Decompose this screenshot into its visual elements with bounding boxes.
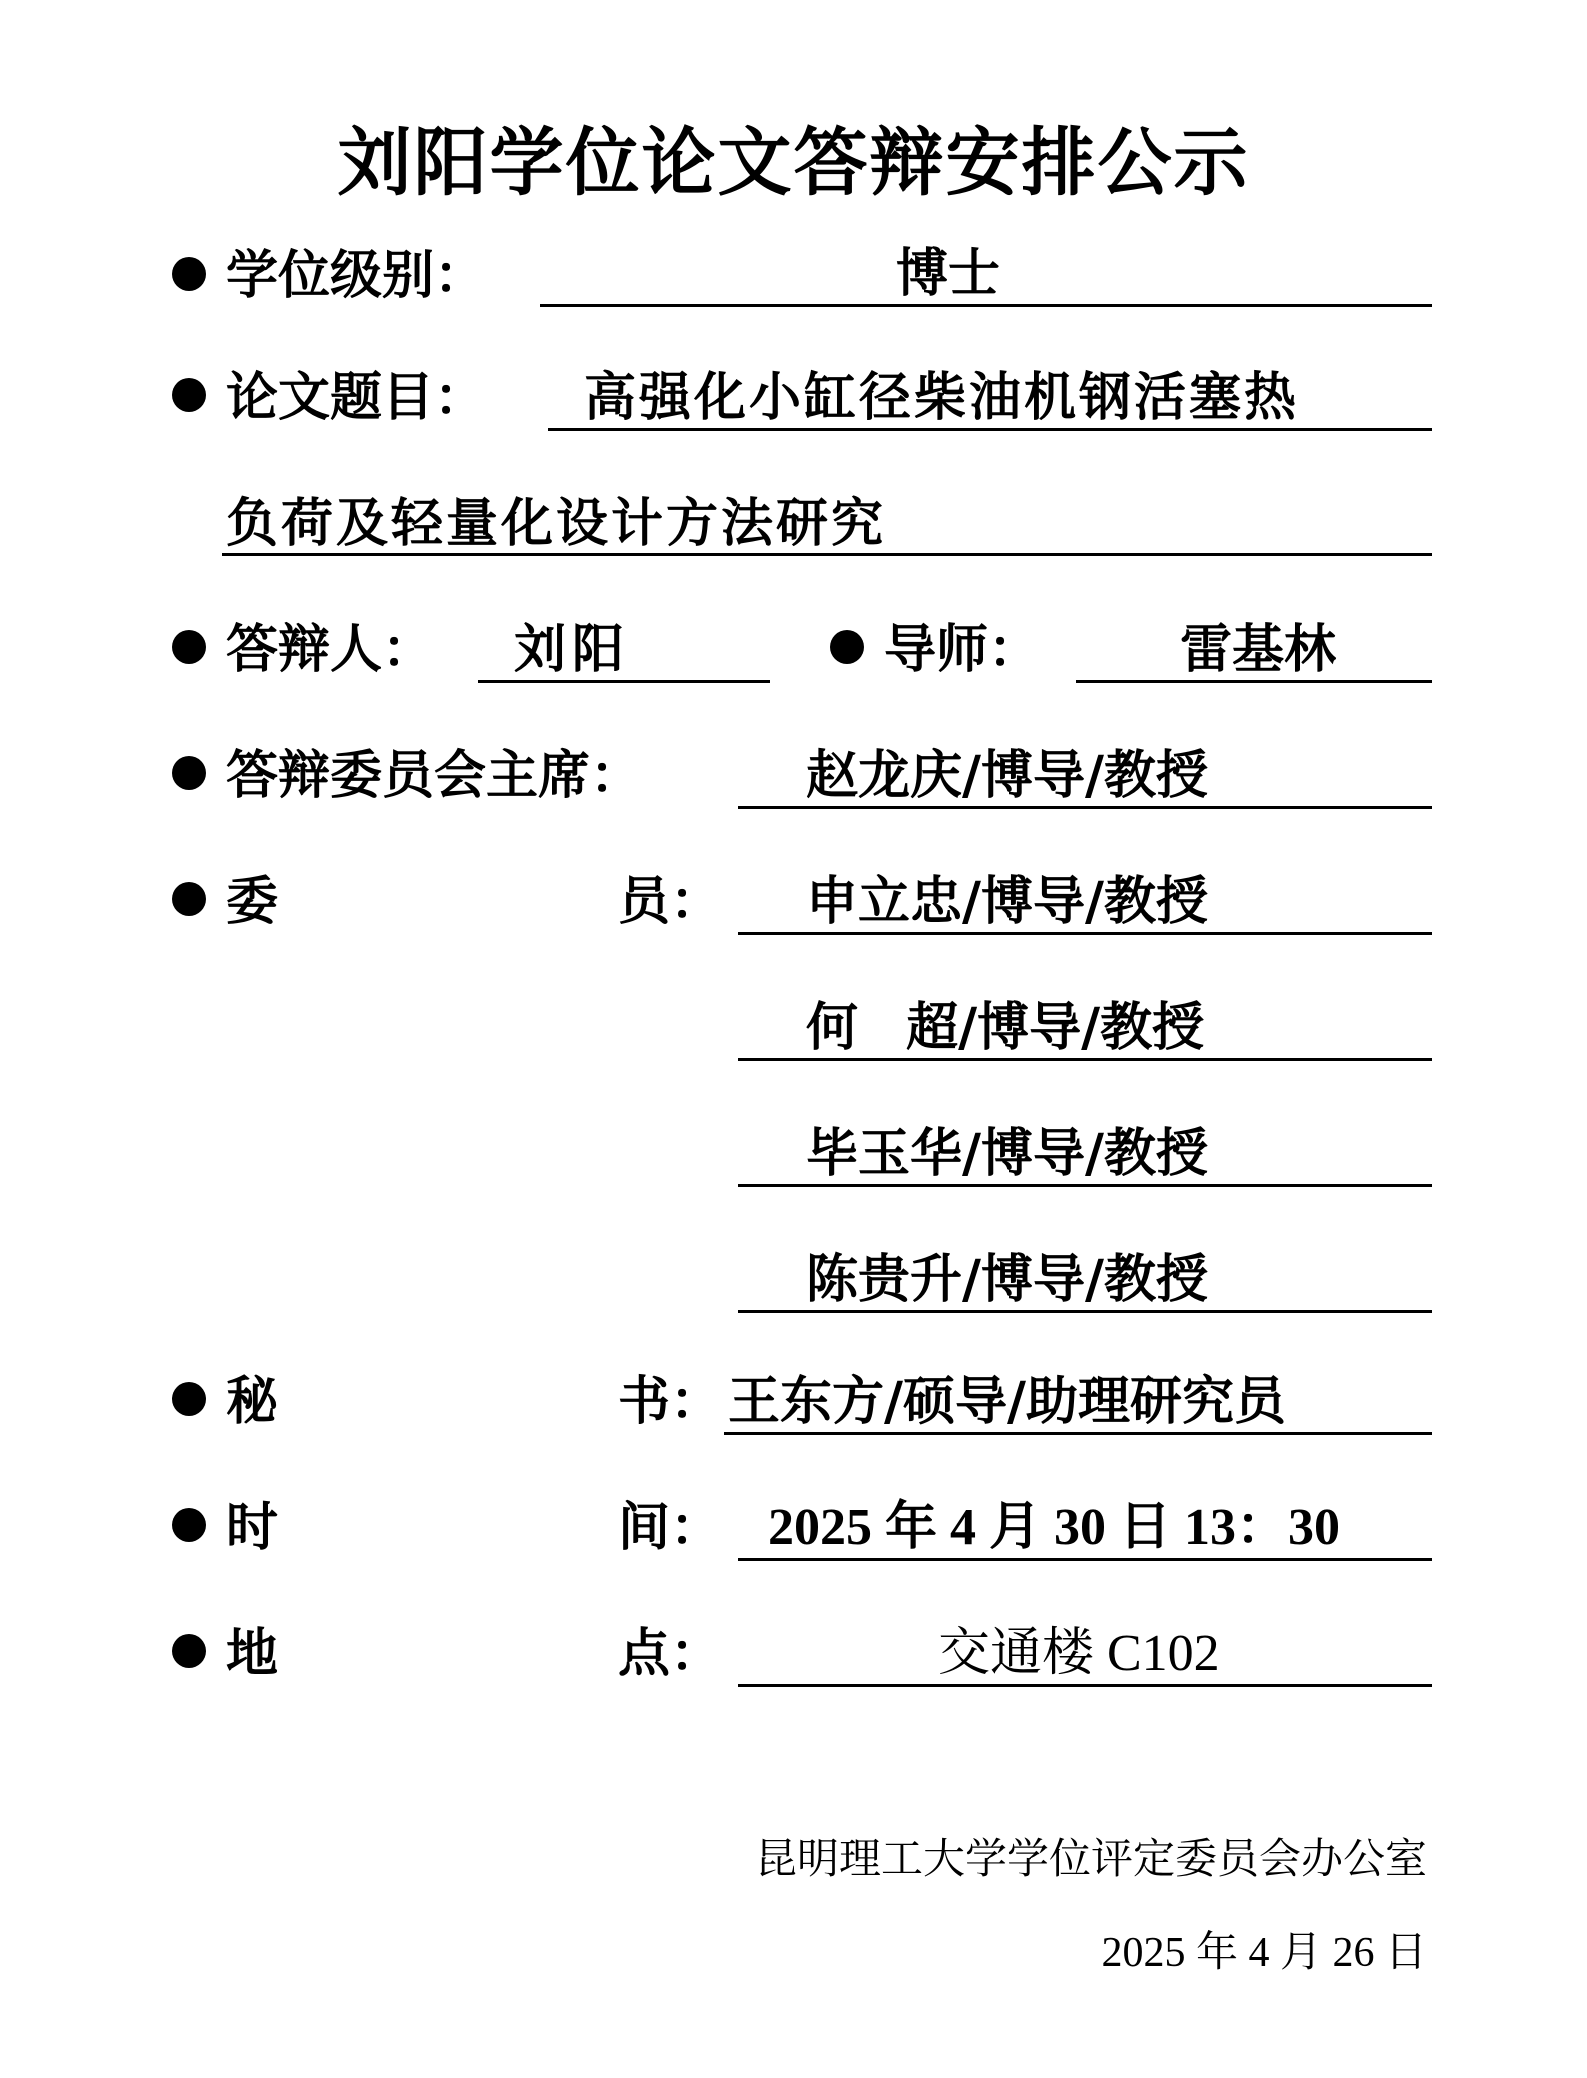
degree-level-underline xyxy=(540,304,1432,307)
member-underline xyxy=(738,1184,1432,1187)
place-value: 交通楼 C102 xyxy=(938,1625,1220,1682)
issue-date: 2025 年 4 月 26 日 xyxy=(1101,1930,1427,1976)
thesis-title-label: 论文题目： xyxy=(226,367,487,428)
defender-value: 刘阳 xyxy=(514,619,631,680)
thesis-title-underline-1 xyxy=(548,428,1432,431)
bullet-icon xyxy=(172,378,206,412)
secretary-label-end: 书： xyxy=(618,1371,723,1432)
member-underline xyxy=(738,1310,1432,1313)
time-underline xyxy=(738,1558,1432,1561)
degree-level-label: 学位级别： xyxy=(226,245,487,306)
time-value: 2025 年 4 月 30 日 13：30 xyxy=(768,1499,1341,1556)
bullet-icon xyxy=(172,1382,206,1416)
place-underline xyxy=(738,1684,1432,1687)
member-name: 何 超/博导/教授 xyxy=(806,997,1205,1058)
chair-label: 答辩委员会主席： xyxy=(226,745,643,806)
time-label-start: 时 xyxy=(226,1497,279,1558)
page-title: 刘阳学位论文答辩安排公示 xyxy=(337,120,1250,206)
time-label-end: 间： xyxy=(618,1497,723,1558)
bullet-icon xyxy=(172,630,206,664)
defender-underline xyxy=(478,680,770,683)
member-name: 申立忠/博导/教授 xyxy=(806,871,1208,932)
issuing-office: 昆明理工大学学位评定委员会办公室 xyxy=(754,1834,1427,1883)
thesis-title-line2: 负荷及轻量化设计方法研究 xyxy=(226,493,887,554)
chair-underline xyxy=(738,806,1432,809)
members-label-start: 委 xyxy=(226,871,279,932)
member-underline xyxy=(738,1058,1432,1061)
place-label-start: 地 xyxy=(226,1623,279,1684)
secretary-label-start: 秘 xyxy=(226,1371,279,1432)
defender-label: 答辩人： xyxy=(226,619,435,680)
member-name: 毕玉华/博导/教授 xyxy=(806,1123,1208,1184)
advisor-label: 导师： xyxy=(884,619,1041,680)
place-label-end: 点： xyxy=(618,1623,723,1684)
thesis-title-underline-2 xyxy=(222,553,1432,556)
degree-level-value: 博士 xyxy=(896,243,1001,304)
bullet-icon xyxy=(172,1634,206,1668)
chair-value: 赵龙庆/博导/教授 xyxy=(806,745,1208,806)
bullet-icon xyxy=(172,882,206,916)
member-name: 陈贵升/博导/教授 xyxy=(806,1249,1208,1310)
bullet-icon xyxy=(172,1508,206,1542)
member-underline xyxy=(738,932,1432,935)
thesis-title-line1: 高强化小缸径柴油机钢活塞热 xyxy=(584,367,1300,428)
bullet-icon xyxy=(172,756,206,790)
secretary-underline xyxy=(724,1432,1432,1435)
advisor-underline xyxy=(1076,680,1432,683)
advisor-value: 雷基林 xyxy=(1180,619,1337,680)
secretary-value: 王东方/硕导/助理研究员 xyxy=(728,1371,1286,1432)
bullet-icon xyxy=(830,630,864,664)
members-label-end: 员： xyxy=(618,871,723,932)
bullet-icon xyxy=(172,257,206,291)
